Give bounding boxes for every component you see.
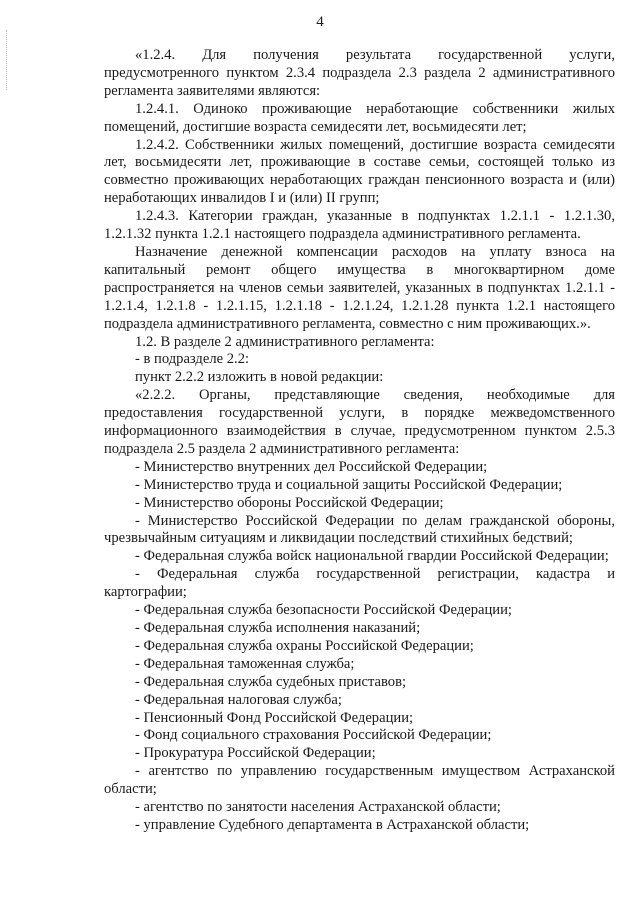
list-item: - Министерство труда и социальной защиты Российской Федерации; xyxy=(135,476,563,493)
list-item: - Федеральная служба государственной регистрации, кадастра и картографии; xyxy=(104,566,615,601)
list-item: - Федеральная служба войск национальной гвардии Российской Федерации; xyxy=(135,548,609,565)
list-item: - Федеральная служба безопасности Российской Федерации; xyxy=(135,602,512,619)
list-item: - Федеральная служба исполнения наказаний; xyxy=(135,620,421,636)
list-item: - Пенсионный Фонд Российской Федерации; xyxy=(135,709,414,726)
list-item: - управление Судебного департамента в Астраханской области; xyxy=(135,816,530,833)
list-item: - Федеральная налоговая служба; xyxy=(135,691,342,708)
list-item: - Федеральная служба охраны Российской Федерации; xyxy=(135,637,474,654)
paragraph-1-2-4-2: 1.2.4.2. Собственники жилых помещений, достигшие возраста семидесяти лет, восьмидесяти лет, проживающие в составе семьи, состоящей только из совместно проживающих неработающих граждан пенсионного возраста и (или) неработающих инвалидов I и (или) II групп; xyxy=(104,136,615,207)
paragraph-new-edition: пункт 2.2.2 изложить в новой редакции: xyxy=(135,369,384,386)
list-item: - Министерство внутренних дел Российской Федерации; xyxy=(135,458,488,475)
page-number: 4 xyxy=(316,14,324,30)
paragraph-2-2-2: «2.2.2. Органы, представляющие сведения, необходимые для предоставления государственной услуги, в порядке межведомственного информационного взаимодействия в случае, предусмотренном пунктом 2.5.3 подраздела 2.5 раздела 2 административного регламента: xyxy=(104,387,615,457)
scan-margin-marks xyxy=(6,30,9,90)
paragraph-compensation: Назначение денежной компенсации расходов на уплату взноса на капитальный ремонт общего имущества в многоквартирном доме распространяется на членов семьи заявителей, указанных в подпунктах 1.2.1.1 - 1.2.1.4, 1.2.1.8 - 1.2.1.15, 1.2.1.18 - 1.2.1.24, 1.2.1.28 пункта 1.2.1 настоящего подраздела административного регламента, совместно с ним проживающих.». xyxy=(104,243,615,332)
paragraph-1-2-4: «1.2.4. Для получения результата государственной услуги, предусмотренного пунктом 2.3.4 подраздела 2.3 раздела 2 административного регламента заявителями являются: xyxy=(104,47,615,99)
paragraph-1-2: 1.2. В разделе 2 административного регламента: xyxy=(135,333,435,350)
list-item: - агентство по управлению государственным имуществом Астраханской области; xyxy=(104,763,615,798)
paragraph-subsection-2-2: - в подразделе 2.2: xyxy=(135,351,250,368)
list-item: - Министерство обороны Российской Федерации; xyxy=(135,494,444,511)
list-item: - Прокуратура Российской Федерации; xyxy=(135,745,376,762)
list-item: - Министерство Российской Федерации по делам гражданской обороны, чрезвычайным ситуациям и ликвидации последствий стихийных бедствий; xyxy=(104,512,615,547)
document-body xyxy=(104,47,615,835)
list-item: - Федеральная служба судебных приставов; xyxy=(135,673,407,690)
paragraph-1-2-4-3: 1.2.4.3. Категории граждан, указанные в подпунктах 1.2.1.1 - 1.2.1.30, 1.2.1.32 пункта 1.2.1 настоящего подраздела административного регламента. xyxy=(104,208,615,243)
list-item: - агентство по занятости населения Астраханской области; xyxy=(135,799,501,816)
paragraph-1-2-4-1: 1.2.4.1. Одиноко проживающие неработающие собственники жилых помещений, достигшие возраста семидесяти лет, восьмидесяти лет; xyxy=(104,100,615,135)
list-item: - Фонд социального страхования Российской Федерации; xyxy=(135,727,492,744)
list-item: - Федеральная таможенная служба; xyxy=(135,655,355,672)
